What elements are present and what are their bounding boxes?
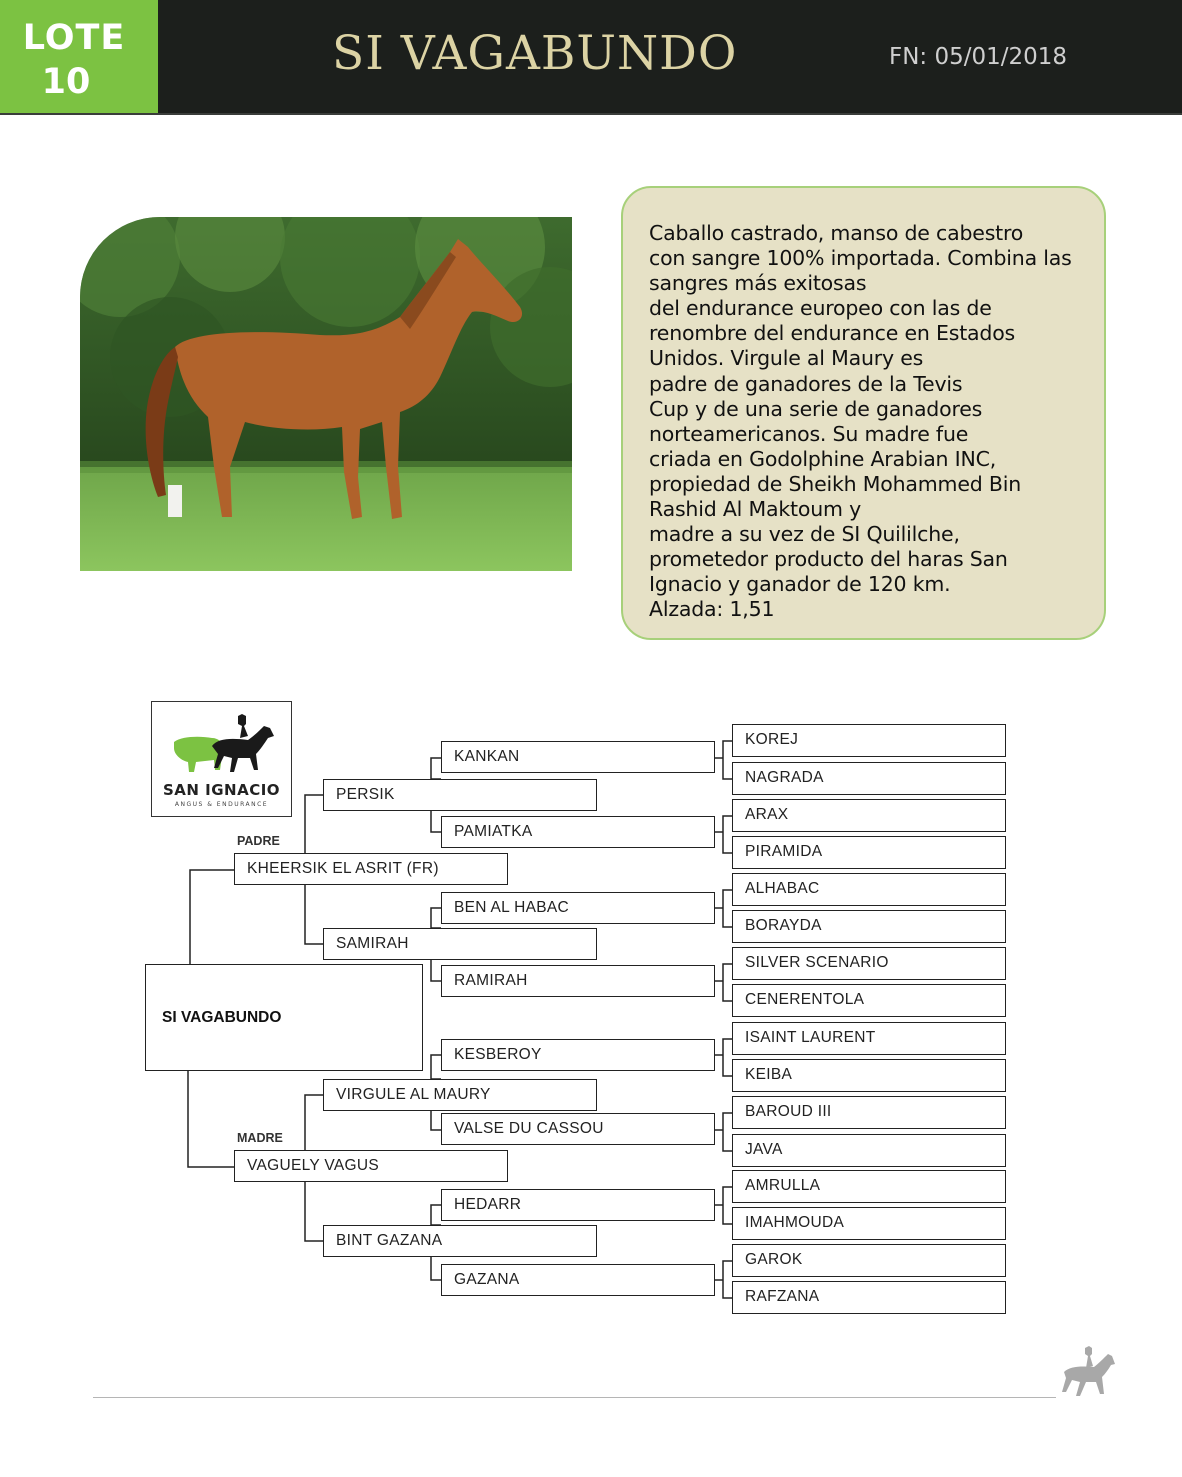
gen4-box: KOREJ <box>732 724 1006 757</box>
gen4-box: NAGRADA <box>732 762 1006 795</box>
birth-date: FN: 05/01/2018 <box>889 44 1068 70</box>
great-grandparent-box: HEDARR <box>441 1189 715 1221</box>
description-line: norteamericanos. Su madre fue <box>649 421 969 446</box>
gen4-box: SILVER SCENARIO <box>732 947 1006 980</box>
gen4-box: ALHABAC <box>732 873 1006 906</box>
description-line: Ignacio y ganador de 120 km. <box>649 572 951 597</box>
description-line: propiedad de Sheikh Mohammed Bin <box>649 471 1022 496</box>
great-grandparent-box: KANKAN <box>441 741 715 773</box>
gen4-box: RAFZANA <box>732 1281 1006 1314</box>
great-grandparent-box: GAZANA <box>441 1264 715 1296</box>
gen4-box: BAROUD III <box>732 1096 1006 1129</box>
gen4-box: PIRAMIDA <box>732 836 1006 869</box>
gen4-box: ISAINT LAURENT <box>732 1022 1006 1055</box>
description-line: Rashid Al Maktoum y <box>649 497 862 522</box>
dam-box: VAGUELY VAGUS <box>234 1150 508 1182</box>
description-line: del endurance europeo con las de <box>649 296 992 321</box>
footer-divider <box>93 1397 1056 1398</box>
great-grandparent-box: VALSE DU CASSOU <box>441 1113 715 1145</box>
logo-name: SAN IGNACIO <box>162 781 281 799</box>
great-grandparent-box: KESBEROY <box>441 1039 715 1071</box>
grandparent-box: VIRGULE AL MAURY <box>323 1079 597 1111</box>
description-line: Cup y de una serie de ganadores <box>649 396 983 421</box>
gen4-box: CENERENTOLA <box>732 984 1006 1017</box>
description-line: prometedor producto del haras San <box>649 547 1008 572</box>
lot-label: LOTE <box>22 18 126 58</box>
great-grandparent-box: RAMIRAH <box>441 965 715 997</box>
grandparent-box: PERSIK <box>323 779 597 811</box>
description-line: renombre del endurance en Estados <box>649 321 1016 346</box>
description-line: con sangre 100% importada. Combina las <box>649 246 1072 271</box>
logo-subtitle: ANGUS & ENDURANCE <box>174 801 269 808</box>
sire-label: PADRE <box>237 834 280 848</box>
description-line: criada en Godolphine Arabian INC, <box>649 446 997 471</box>
gen4-box: IMAHMOUDA <box>732 1207 1006 1240</box>
gen4-box: KEIBA <box>732 1059 1006 1092</box>
gen4-box: JAVA <box>732 1134 1006 1167</box>
horse-rider-icon <box>1058 1346 1120 1402</box>
description-line: Caballo castrado, manso de cabestro <box>649 221 1024 245</box>
great-grandparent-box: BEN AL HABAC <box>441 892 715 924</box>
description-line: sangres más exitosas <box>649 271 867 296</box>
great-grandparent-box: PAMIATKA <box>441 816 715 848</box>
description-line: padre de ganadores de la Tevis <box>649 371 963 396</box>
dam-label: MADRE <box>237 1131 283 1145</box>
gen4-box: ARAX <box>732 799 1006 832</box>
lot-number: 10 <box>41 62 91 102</box>
description-line: Alzada: 1,51 <box>649 597 775 622</box>
horse-name-title: SI VAGABUNDO <box>332 26 738 81</box>
grandparent-box: SAMIRAH <box>323 928 597 960</box>
gen4-box: AMRULLA <box>732 1170 1006 1203</box>
gen4-box: BORAYDA <box>732 910 1006 943</box>
pedigree-subject-box <box>145 964 423 1071</box>
sire-box: KHEERSIK EL ASRIT (FR) <box>234 853 508 885</box>
grandparent-box: BINT GAZANA <box>323 1225 597 1257</box>
description-line: madre a su vez de SI Quililche, <box>649 522 960 547</box>
gen4-box: GAROK <box>732 1244 1006 1277</box>
pedigree-subject-name: SI VAGABUNDO <box>162 1009 282 1026</box>
description-line: Unidos. Virgule al Maury es <box>649 346 924 371</box>
